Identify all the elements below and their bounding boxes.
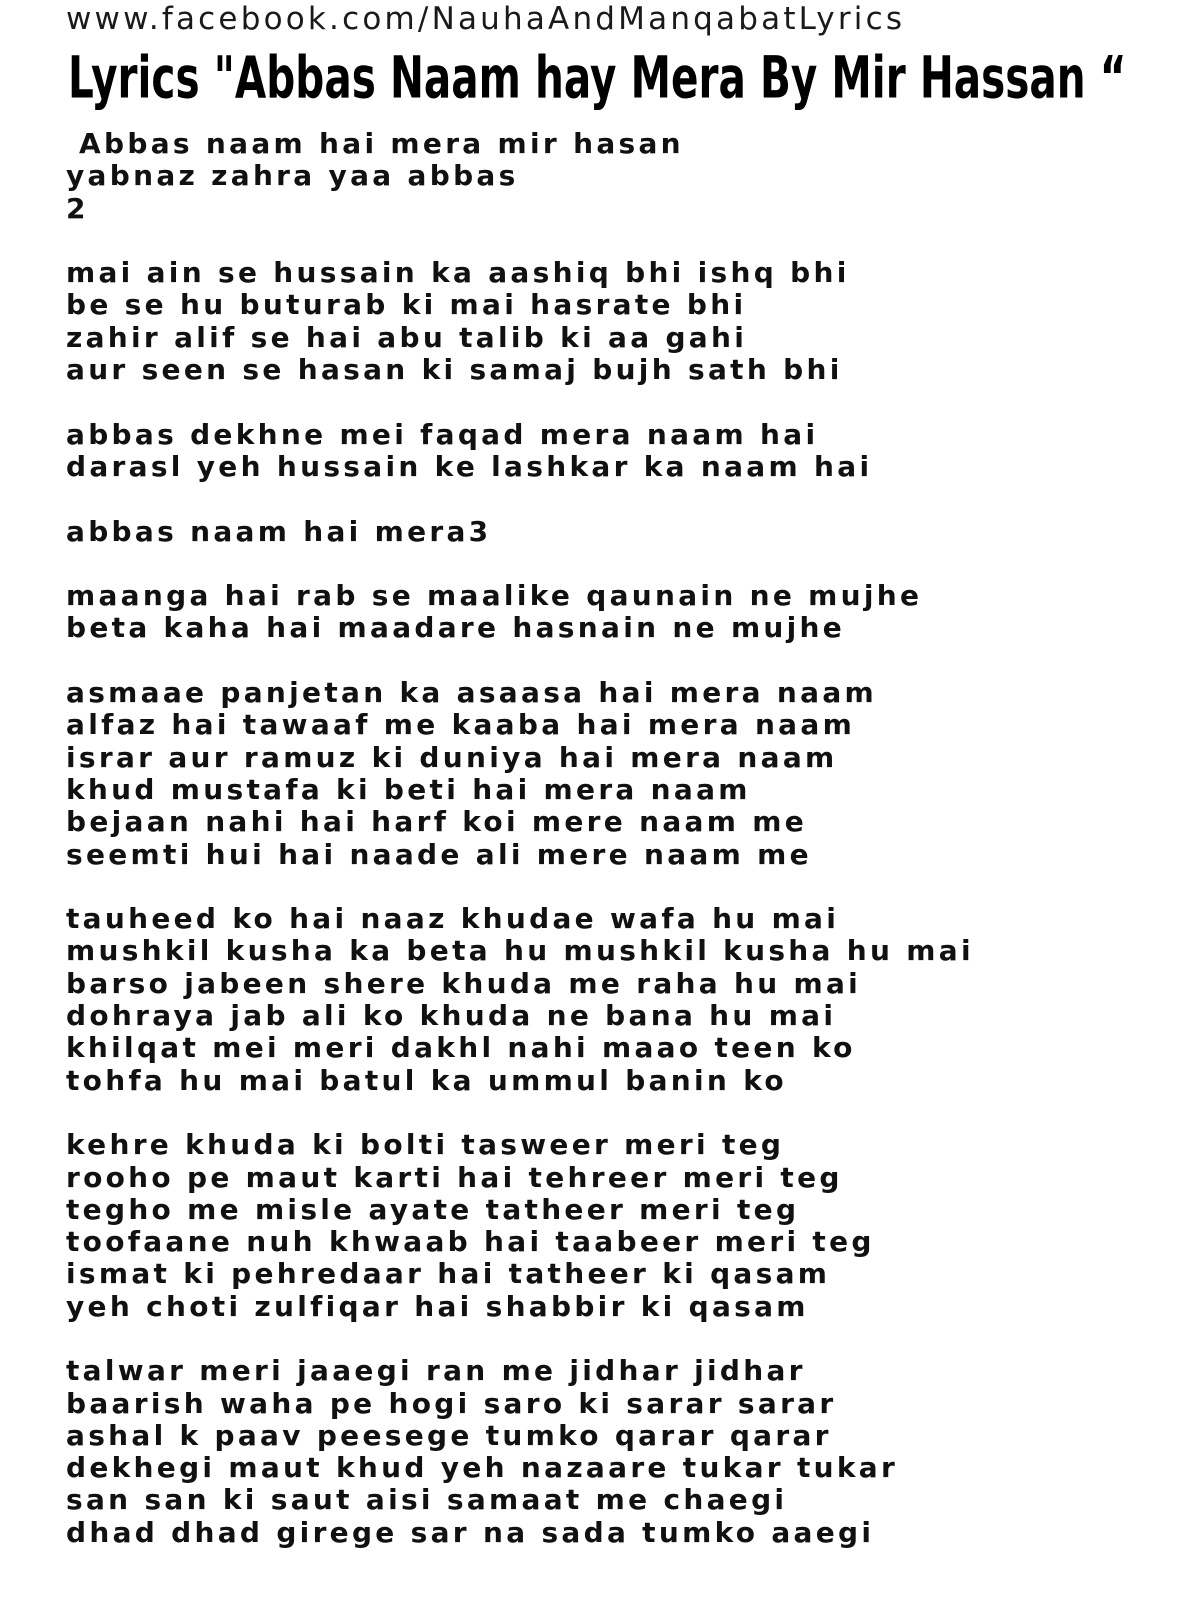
lyric-line: talwar meri jaaegi ran me jidhar jidhar (66, 1354, 806, 1388)
stanza (66, 1129, 974, 1323)
lyric-line: abbas naam hai mera3 (66, 514, 492, 548)
lyric-line: seemti hui hai naade ali mere naam me (66, 837, 812, 871)
stanza (66, 419, 974, 484)
lyric-line: bejaan nahi hai harf koi mere naam me (66, 805, 808, 839)
lyric-line: beta kaha hai maadare hasnain ne mujhe (66, 611, 846, 645)
lyric-line: khilqat mei meri dakhl nahi maao teen ko (66, 1031, 856, 1065)
lyric-line: san san ki saut aisi samaat me chaegi (66, 1483, 788, 1517)
lyric-line: khud mustafa ki beti hai mera naam (66, 772, 751, 806)
lyrics-body (66, 128, 974, 1549)
stanza (66, 903, 974, 1097)
stanza (66, 257, 974, 386)
facebook-url: www.facebook.com/NauhaAndManqabatLyrics (66, 1, 906, 37)
lyric-line: kehre khuda ki bolti tasweer meri teg (66, 1128, 785, 1162)
lyric-line: israr aur ramuz ki duniya hai mera naam (66, 740, 838, 774)
lyric-line: darasl yeh hussain ke lashkar ka naam hai (66, 449, 873, 483)
lyric-line: baarish waha pe hogi saro ki sarar sarar (66, 1386, 837, 1420)
lyric-line: tauheed ko hai naaz khudae wafa hu mai (66, 902, 840, 936)
stanza (66, 516, 974, 548)
stanza (66, 1355, 974, 1549)
lyric-line: dohraya jab ali ko khuda ne bana hu mai (66, 999, 837, 1033)
lyric-line: dhad dhad girege sar na sada tumko aaegi (66, 1515, 875, 1549)
lyric-line: mushkil kusha ka beta hu mushkil kusha hu mai (66, 934, 974, 968)
lyric-line: Abbas naam hai mera mir hasan (66, 127, 684, 160)
lyric-line: barso jabeen shere khuda me raha hu mai (66, 966, 862, 1000)
lyric-line: ashal k paav peesege tumko qarar qarar (66, 1418, 832, 1452)
lyric-line: yabnaz zahra yaa abbas (66, 159, 519, 193)
lyric-line: zahir alif se hai abu talib ki aa gahi (66, 320, 748, 354)
lyric-line: ismat ki pehredaar hai tatheer ki qasam (66, 1257, 831, 1291)
lyric-line: rooho pe maut karti hai tehreer meri teg (66, 1160, 843, 1194)
lyric-line: 2 (66, 191, 89, 225)
lyric-line: maanga hai rab se maalike qaunain ne mujhe (66, 579, 923, 613)
lyric-line: yeh choti zulfiqar hai shabbir ki qasam (66, 1289, 809, 1323)
lyric-line: alfaz hai tawaaf me kaaba hai mera naam (66, 708, 856, 742)
lyric-line: mai ain se hussain ka aashiq bhi ishq bhi (66, 256, 850, 290)
lyric-line: asmaae panjetan ka asaasa hai mera naam (66, 676, 877, 710)
lyric-line: abbas dekhne mei faqad mera naam hai (66, 417, 819, 451)
lyric-line: aur seen se hasan ki samaj bujh sath bhi (66, 353, 843, 387)
lyric-line: tohfa hu mai batul ka ummul banin ko (66, 1063, 787, 1097)
lyric-line: toofaane nuh khwaab hai taabeer meri teg (66, 1225, 875, 1259)
stanza (66, 580, 974, 645)
stanza (66, 677, 974, 871)
page-title: Lyrics "Abbas Naam hay Mera By Mir Hassan “ (68, 44, 1127, 113)
lyric-line: be se hu buturab ki mai hasrate bhi (66, 288, 747, 322)
stanza (66, 128, 974, 225)
lyric-line: tegho me misle ayate tatheer meri teg (66, 1192, 800, 1226)
lyric-line: dekhegi maut khud yeh nazaare tukar tukar (66, 1451, 899, 1485)
